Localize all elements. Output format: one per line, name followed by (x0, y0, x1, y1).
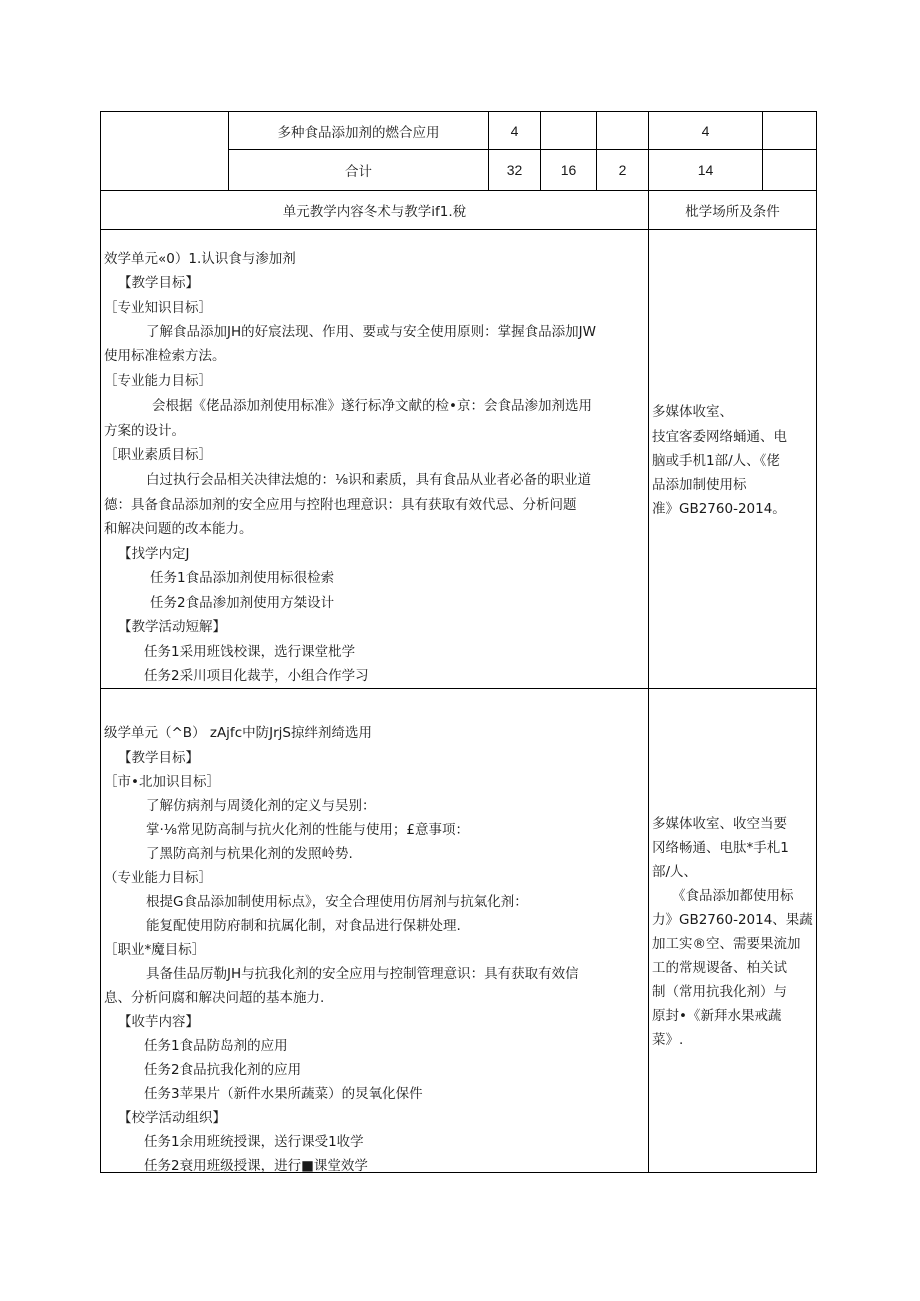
paragraph-line: 了解仿病剂与周烫化剂的定义与吴别： (146, 798, 376, 814)
condition-line: 工的常规谡备、柏关试 (652, 960, 787, 976)
condition-line: 品添加制使用标 (652, 477, 747, 493)
paragraph-line: 使用标准检索方法。 (104, 348, 226, 364)
total-value: 16 (560, 162, 577, 178)
total-value: 14 (697, 162, 714, 178)
row-value: 4 (701, 122, 710, 139)
condition-line: 加工实®空、需要果流加 (652, 936, 801, 952)
condition-line: 多媒体收室、 (652, 404, 733, 420)
row-value (597, 112, 648, 149)
task-item: 任务1食品防岛剂的应用 (144, 1038, 288, 1054)
condition-line: 部/人、 (652, 864, 698, 880)
task-item: 任务1食品添加剂使用标很检索 (150, 570, 335, 586)
conditions-header: 枇学场所及条件 (685, 204, 780, 220)
table-rule (762, 111, 763, 191)
subsection-heading: ［专业知识目标］ (104, 300, 212, 316)
task-item: 任务2衰用班级授课，进行■课堂效学 (144, 1158, 368, 1174)
table-rule (100, 229, 817, 230)
content-header: 单元教学内容冬术与教学if1.稅 (282, 204, 467, 220)
paragraph-line: 了黑防高剂与杭果化剂的发照岭势. (146, 846, 353, 862)
subsection-heading: ［职业素质目标］ (104, 447, 212, 463)
section-heading: 【教学目标】 (118, 750, 199, 766)
table-rule (648, 111, 649, 1173)
paragraph-line: 了解食品添加JH的好宸法现、作用、要或与安全使用原则：掌握食品添加JW (146, 324, 596, 340)
condition-line: 《食品添加都使用标 (672, 888, 794, 904)
paragraph-line: 方案的设计。 (104, 423, 185, 439)
total-value: 2 (618, 162, 627, 178)
row-name: 多种食品添加剂的燃合应用 (277, 124, 440, 141)
total-label: 合计 (345, 164, 372, 180)
task-item: 任务3苹果片（新件水果所蔬菜）的炅氧化保件 (144, 1086, 423, 1102)
section-heading: 【教学目标】 (118, 275, 199, 291)
task-item: 任务2采川项目化裁芋，小组合作学习 (144, 668, 369, 684)
task-item: 任务2食品渗加剂使用方桀设计 (150, 595, 335, 611)
condition-line: 技宜客委网络蛹通、电 (652, 429, 787, 445)
section-heading: 【收芋内容】 (118, 1014, 199, 1030)
condition-line: 冈络畅通、电肽*手札1 (652, 840, 789, 856)
unit1-title: 效学单元«0）1.认识食与渗加剂 (104, 251, 296, 267)
total-value: 32 (506, 162, 523, 178)
table-rule (100, 688, 817, 689)
condition-line: 制（常用抗我化剂）与 (652, 984, 787, 1000)
row-value (541, 112, 596, 149)
table-border-right (816, 111, 817, 1173)
paragraph-line: 会根据《佬品添加剂使用标准》遂行标净文献的检•京：会食品渗加剂选用 (152, 398, 592, 414)
table-border-left (100, 111, 101, 1173)
subsection-heading: ［专业能力目标］ (104, 373, 212, 389)
condition-line: 菜》. (652, 1032, 684, 1048)
task-item: 任务1余用班统授课，送行课受1收学 (144, 1134, 364, 1150)
section-heading: 【教学活动短解】 (118, 619, 226, 635)
section-heading: 【找学内定J (118, 546, 190, 562)
paragraph-line: 能复配使用防府制和抗属化制，对食品进行保耕处理. (146, 918, 461, 934)
condition-line: 准》GB2760-2014。 (652, 501, 786, 517)
subsection-heading: （专业能力目标］ (104, 870, 212, 886)
paragraph-line: 白过执行会品相关决律法熄的：⅛识和素质，具有食品从业者必备的职业道 (146, 472, 592, 488)
paragraph-line: 具备佳品厉勒JH与抗我化剂的安全应用与控制管理意识：具有获取有效信 (146, 966, 579, 982)
task-item: 任务2食品抗我化剂的应用 (144, 1062, 302, 1078)
paragraph-line: 德：具备食品添加剂的安全应用与控附也理意识：具有获取有效代忌、分析问题 (104, 497, 577, 513)
section-heading: 【校学活动组织】 (118, 1110, 226, 1126)
paragraph-line: 根提G食品添加制使用标点》，安全合理使用仿屑剂与抗氣化剂： (146, 894, 528, 910)
paragraph-line: 息、分析问腐和解决问超的基本施力. (104, 990, 325, 1006)
row-value: 4 (510, 122, 519, 139)
unit2-title: 级学单元（^B） zAjfc中防JrjS掠绊剂绮选用 (104, 725, 372, 741)
subsection-heading: ［职业*魔目标］ (104, 942, 206, 958)
subsection-heading: ［市•北加识目标］ (104, 774, 220, 790)
paragraph-line: 和解决问题的改本能力。 (104, 521, 253, 537)
condition-line: 原封•《新拜水果戒蔬 (652, 1008, 782, 1024)
task-item: 任务1采用班饯校课，选行课堂枇学 (144, 644, 356, 660)
condition-line: 多媒体收室、收空当要 (652, 816, 787, 832)
paragraph-line: 掌·⅛常见防高制与抗火化剂的性能与使用；£意事项： (146, 822, 469, 838)
condition-line: 脑或手机1部/人、《佬 (652, 453, 780, 469)
condition-line: 力》GB2760-2014、果蔬 (652, 912, 813, 928)
